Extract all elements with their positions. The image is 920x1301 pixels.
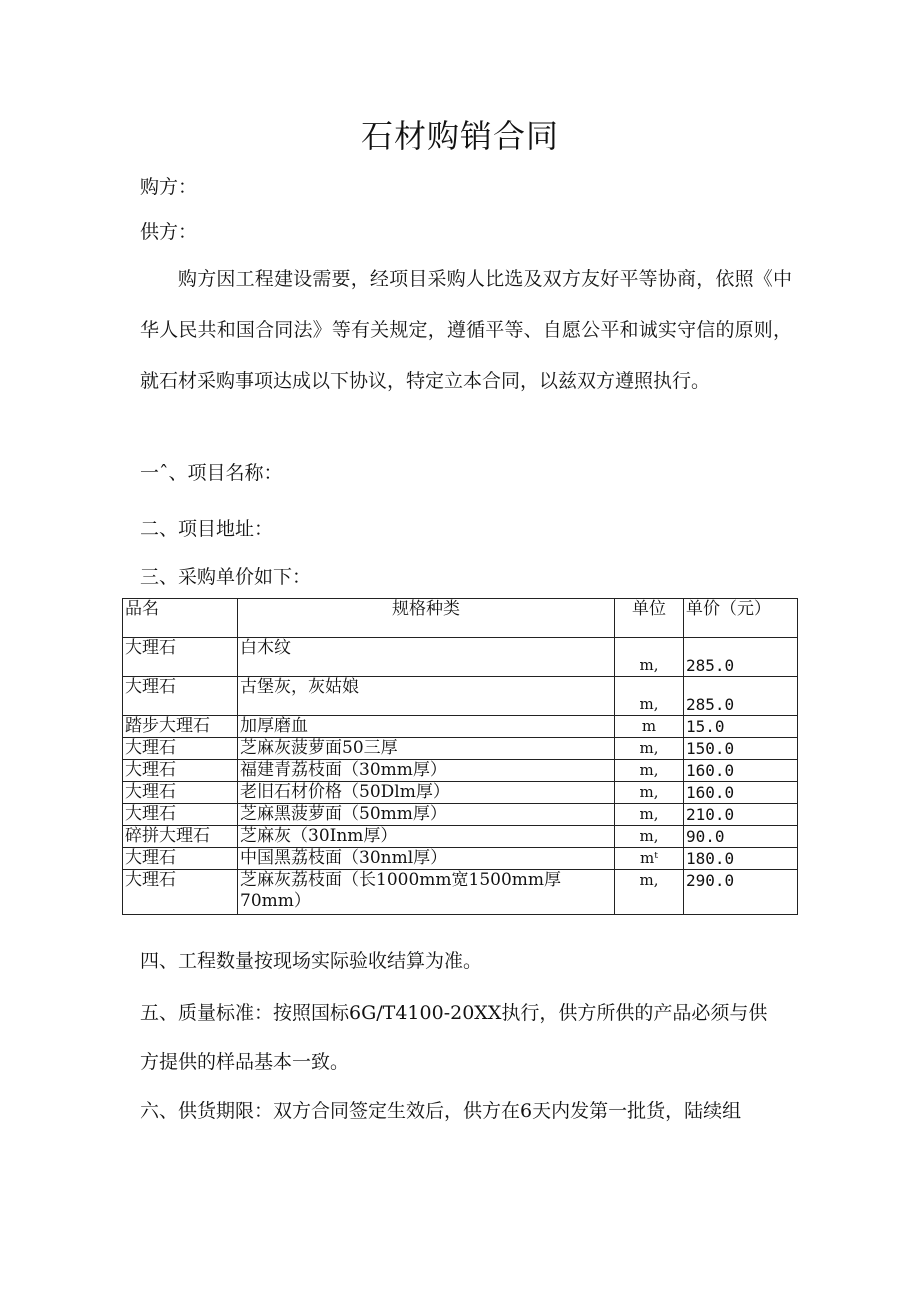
row-price: 210.0 [684, 804, 798, 826]
section-delivery-period: 六、供货期限：双方合同签定生效后，供方在6天内发第一批货，陆续组 [140, 1100, 742, 1122]
table-row [123, 677, 798, 716]
row-price: 180.0 [684, 848, 798, 870]
row-unit: mᵗ [615, 848, 684, 870]
header-name: 品名 [123, 599, 238, 638]
row-name: 大理石 [123, 782, 238, 804]
intro-paragraph: 购方因工程建设需要，经项目采购人比选及双方友好平等协商，依照《中华人民共和国合同法》等有关规定，遵循平等、自愿公平和诚实守信的原则，就石材采购事项达成以下协议，特定立本合同，以兹双方遵照执行。 [140, 268, 792, 392]
price-table [122, 598, 798, 915]
row-name: 大理石 [123, 638, 238, 677]
section-unit-price-heading: 三、采购单价如下： [140, 566, 312, 588]
section-quality-standard-cont: 方提供的样品基本一致。 [140, 1051, 350, 1073]
header-price: 单价（元） [684, 599, 798, 638]
row-unit: m, [615, 760, 684, 782]
row-name: 大理石 [123, 677, 238, 716]
row-spec: 中国黑荔枝面（30nml厚） [238, 848, 615, 870]
row-spec: 加厚磨血 [238, 716, 615, 738]
row-unit: m, [615, 638, 684, 677]
row-price: 285.0 [684, 677, 798, 716]
row-price: 160.0 [684, 760, 798, 782]
row-price: 15.0 [684, 716, 798, 738]
row-unit: m, [615, 804, 684, 826]
table-row [123, 782, 798, 804]
table-row [123, 848, 798, 870]
row-price: 150.0 [684, 738, 798, 760]
contract-title: 石材购销合同 [360, 117, 559, 155]
row-spec: 福建青荔枝面（30mm厚） [238, 760, 615, 782]
row-name: 大理石 [123, 738, 238, 760]
table-row [123, 638, 798, 677]
row-name: 大理石 [123, 848, 238, 870]
table-row [123, 738, 798, 760]
section-project-address: 二、项目地址： [140, 518, 274, 540]
row-spec: 老旧石材价格（50Dlm厚） [238, 782, 615, 804]
header-unit: 单位 [615, 599, 684, 638]
header-spec: 规格种类 [238, 599, 615, 638]
row-name: 大理石 [123, 870, 238, 915]
row-unit: m, [615, 870, 684, 915]
row-unit: m, [615, 738, 684, 760]
row-spec: 古堡灰，灰姑娘 [238, 677, 615, 716]
section-quality-standard: 五、质量标准：按照国标6G/T4100-20XX执行，供方所供的产品必须与供 [140, 1002, 768, 1024]
table-row [123, 760, 798, 782]
row-price: 160.0 [684, 782, 798, 804]
row-spec: 芝麻灰菠萝面50三厚 [238, 738, 615, 760]
buyer-label: 购方： [140, 176, 198, 198]
row-spec: 芝麻灰（30Inm厚） [238, 826, 615, 848]
row-spec: 白木纹 [238, 638, 615, 677]
section-project-name: 一ˆ、项目名称： [140, 462, 283, 484]
row-price: 90.0 [684, 826, 798, 848]
table-row [123, 804, 798, 826]
row-unit: m, [615, 677, 684, 716]
row-price: 290.0 [684, 870, 798, 915]
section-quantity: 四、工程数量按现场实际验收结算为准。 [140, 950, 483, 972]
row-name: 大理石 [123, 804, 238, 826]
row-unit: m [615, 716, 684, 738]
table-row [123, 826, 798, 848]
row-name: 踏步大理石 [123, 716, 238, 738]
supplier-label: 供方： [140, 221, 198, 243]
row-spec: 芝麻灰荔枝面（长1000mm宽1500mm厚70mm） [238, 870, 615, 915]
table-header-row [123, 599, 798, 638]
table-row [123, 716, 798, 738]
row-unit: m, [615, 782, 684, 804]
row-price: 285.0 [684, 638, 798, 677]
row-name: 碎拼大理石 [123, 826, 238, 848]
table-row [123, 870, 798, 915]
row-spec: 芝麻黑菠萝面（50mm厚） [238, 804, 615, 826]
row-unit: m, [615, 826, 684, 848]
row-name: 大理石 [123, 760, 238, 782]
